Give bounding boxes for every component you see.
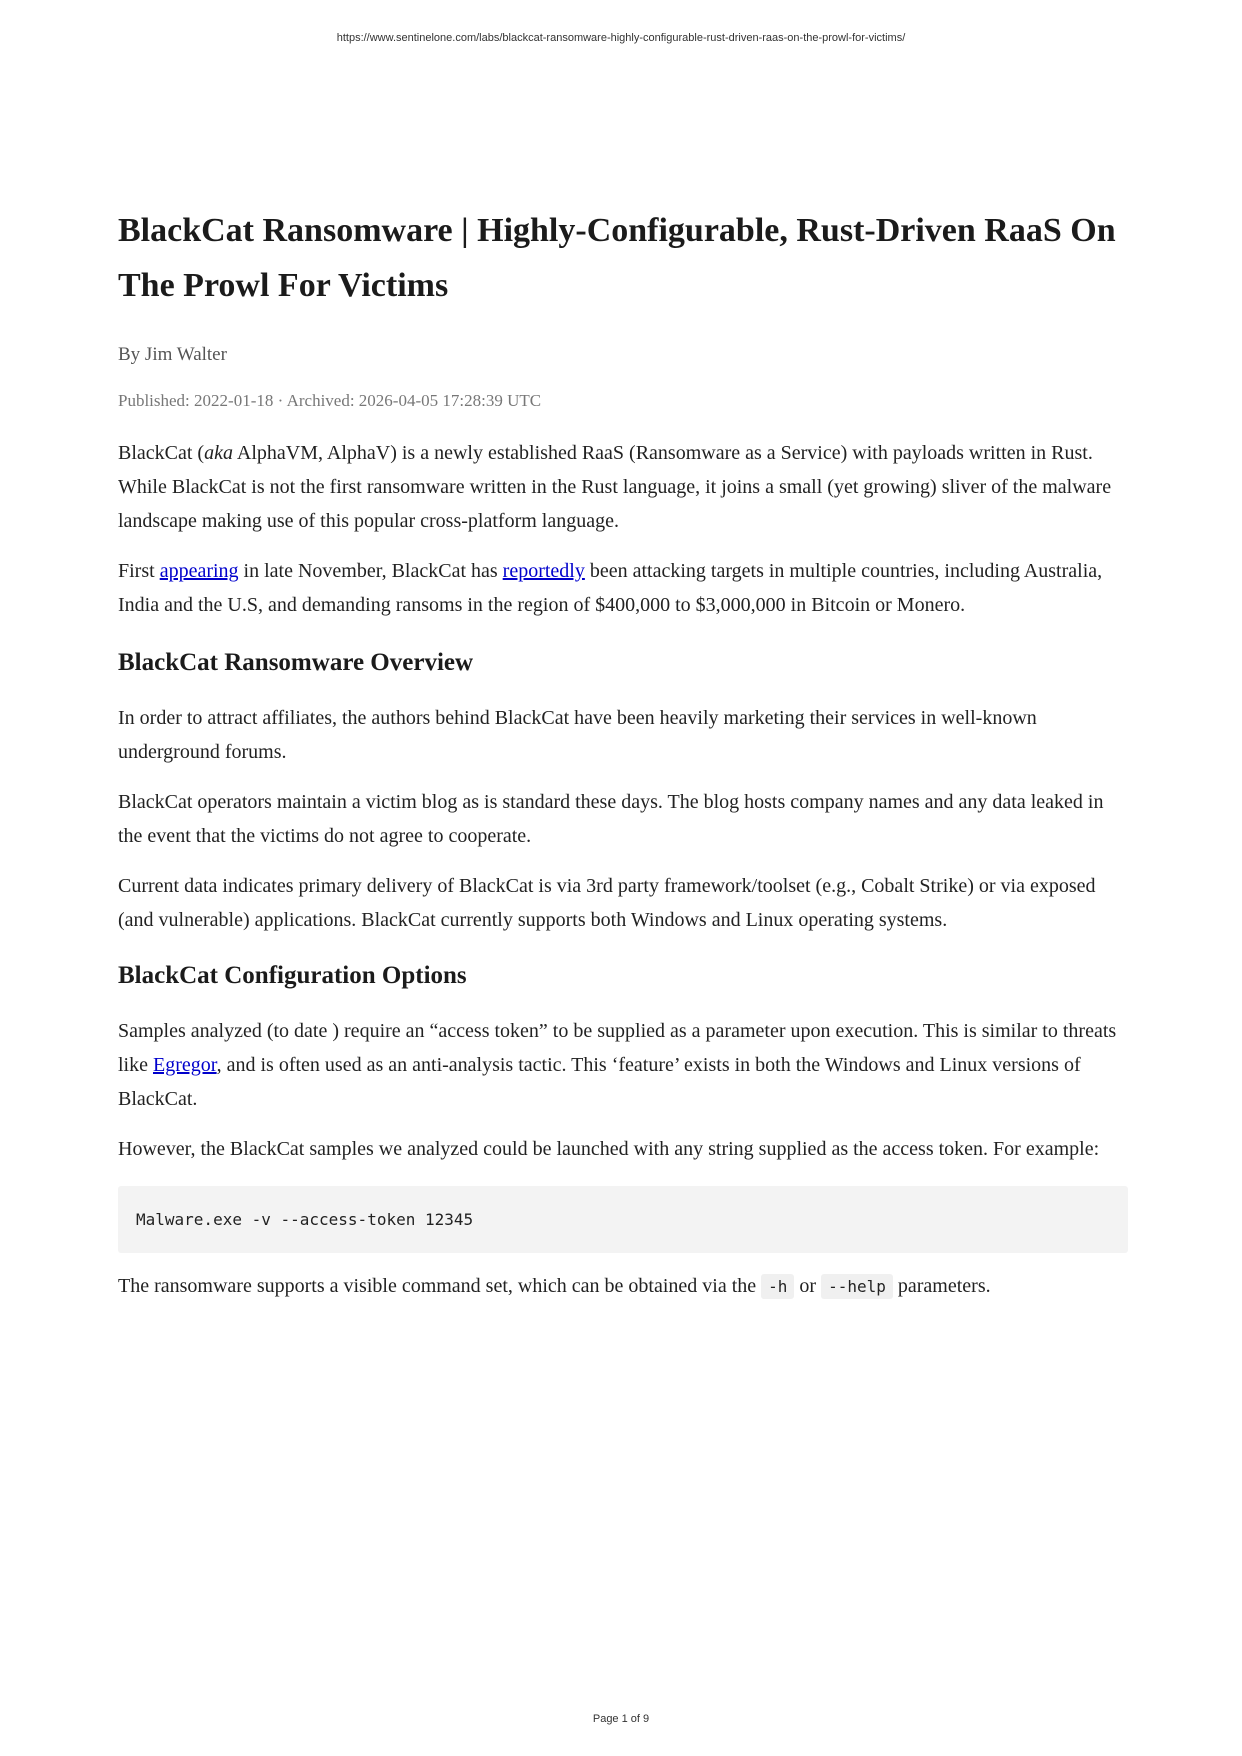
code-block: Malware.exe -v --access-token 12345 [118, 1186, 1128, 1253]
heading-overview: BlackCat Ransomware Overview [118, 649, 474, 676]
paragraph-delivery: Current data indicates primary delivery of BlackCat is via 3rd party framework/toolset (e.g., Cobalt Strike) or via exposed (and vulnerable) applications. BlackCat currently supports both Windows and Linux operating systems. [118, 875, 1096, 931]
article-meta: Published: 2022-01-18 · Archived: 2026-04-05 17:28:39 UTC [118, 391, 542, 410]
text-run: , and is often used as an anti-analysis tactic. This ‘feature’ exists in both the Windows and Linux versions of BlackCat. [118, 1054, 1081, 1110]
page-number: Page 1 of 9 [592, 1713, 650, 1725]
text-run: First [118, 560, 160, 582]
text-run: The ransomware supports a visible command set, which can be obtained via the [118, 1275, 762, 1297]
heading-configuration: BlackCat Configuration Options [118, 962, 467, 989]
paragraph-access-token [118, 1014, 1128, 1116]
paragraph-intro [118, 436, 1128, 538]
text-run: BlackCat ( [118, 442, 205, 464]
text-run: been attacking targets in multiple countries, including Australia, India and the U.S, and demanding ransoms in the region of $400,000 to $3,000,000 in Bitcoin or Monero. [118, 560, 1103, 616]
link-appearing[interactable]: appearing [159, 560, 239, 582]
text-run: AlphaVM, AlphaV) is a newly established RaaS (Ransomware as a Service) with payloads written in Rust. While BlackCat is not the first ransomware written in the Rust language, it joins a small (yet growing) sliver of the malware landscape making use of this popular cross-platform language. [118, 442, 1112, 532]
text-run: in late November, BlackCat has [238, 560, 503, 582]
article-byline: By Jim Walter [118, 344, 227, 365]
paragraph-victim-blog: BlackCat operators maintain a victim blog as is standard these days. The blog hosts company names and any data leaked in the event that the victims do not agree to cooperate. [118, 791, 1104, 847]
text-run: Samples analyzed (to date ) require an “access token” to be supplied as a parameter upon execution. This is similar to threats like [118, 1020, 1117, 1076]
link-egregor[interactable]: Egregor [153, 1054, 217, 1076]
text-run: or [794, 1275, 822, 1297]
inline-code-h: -h [761, 1274, 794, 1299]
page-url: https://www.sentinelone.com/labs/blackcat-ransomware-highly-configurable-rust-driven-raas-on-the-prowl-for-victims/ [336, 32, 906, 44]
paragraph-example: However, the BlackCat samples we analyzed could be launched with any string supplied as the access token. For example: [118, 1138, 1100, 1160]
link-reportedly[interactable]: reportedly [502, 560, 585, 582]
article [118, 203, 1128, 1304]
paragraph-first-appearing [118, 554, 1128, 622]
paragraph-command-set [118, 1269, 1128, 1304]
inline-code-help: --help [821, 1274, 893, 1299]
paragraph-affiliates: In order to attract affiliates, the authors behind BlackCat have been heavily marketing their services in well-known underground forums. [118, 707, 1037, 763]
text-emphasis: aka [204, 442, 233, 464]
text-run: parameters. [892, 1275, 991, 1297]
article-title: BlackCat Ransomware | Highly-Configurable, Rust-Driven RaaS On The Prowl For Victims [118, 212, 1116, 304]
